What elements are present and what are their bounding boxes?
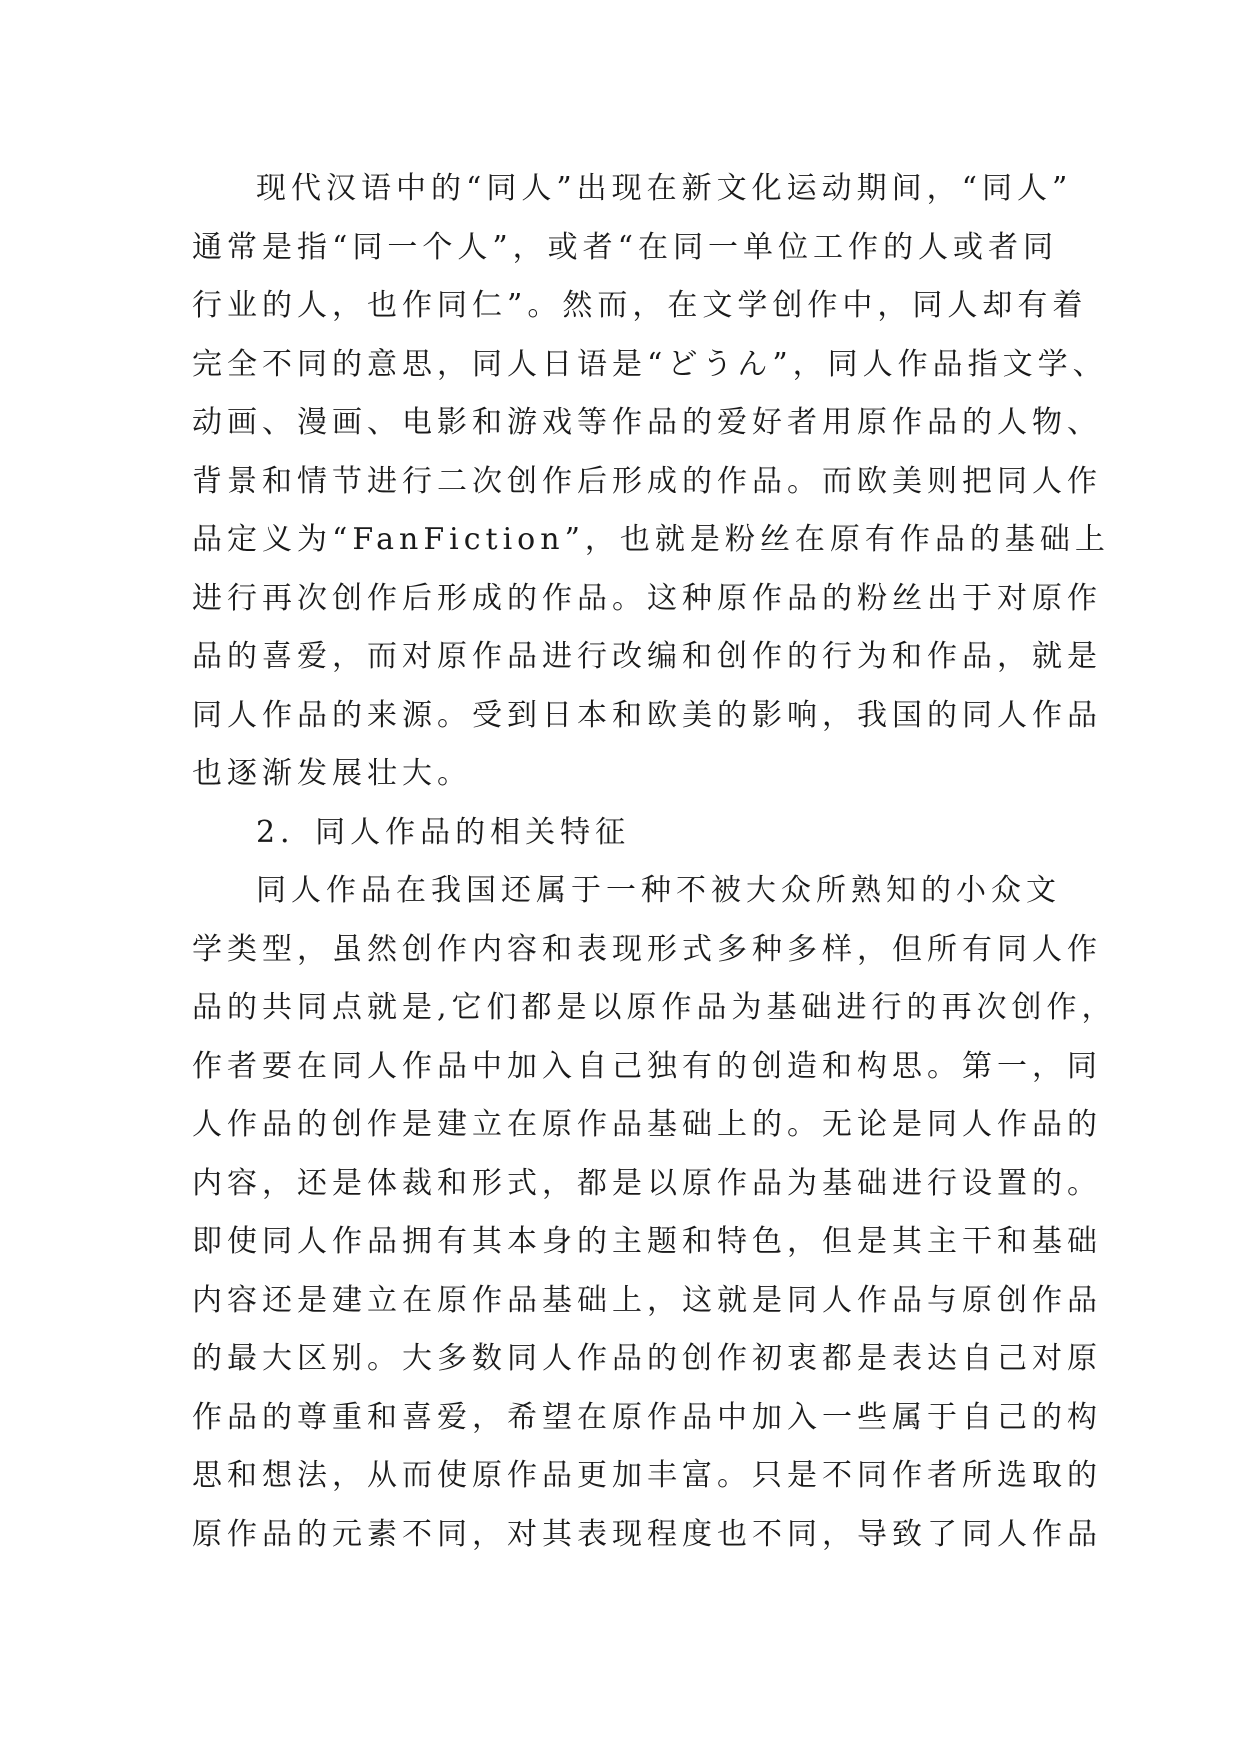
text-line: 品的共同点就是,它们都是以原作品为基础进行的再次创作， bbox=[192, 990, 1117, 1025]
text-line: 完全不同的意思，同人日语是“どうん”，同人作品指文学、 bbox=[192, 346, 1108, 382]
text-line: 动画、漫画、电影和游戏等作品的爱好者用原作品的人物、 bbox=[192, 405, 1102, 440]
section-heading: 2．同人作品的相关特征 bbox=[256, 814, 631, 850]
text-line: 内容还是建立在原作品基础上，这就是同人作品与原创作品 bbox=[192, 1282, 1102, 1318]
text-line: 也逐渐发展壮大。 bbox=[192, 756, 472, 791]
text-line: 思和想法，从而使原作品更加丰富。只是不同作者所选取的 bbox=[192, 1458, 1102, 1493]
text-line: 行业的人，也作同仁”。然而，在文学创作中，同人却有着 bbox=[192, 288, 1088, 323]
text-line: 同人作品的来源。受到日本和欧美的影响，我国的同人作品 bbox=[192, 697, 1102, 733]
body-text bbox=[192, 160, 1117, 1564]
text-line: 背景和情节进行二次创作后形成的作品。而欧美则把同人作 bbox=[192, 463, 1102, 499]
text-line: 学类型，虽然创作内容和表现形式多种多样，但所有同人作 bbox=[192, 931, 1102, 967]
text-line: 同人作品在我国还属于一种不被大众所熟知的小众文 bbox=[256, 873, 1061, 908]
text-line: 作者要在同人作品中加入自己独有的创造和构思。第一，同 bbox=[192, 1048, 1102, 1084]
text-line: 原作品的元素不同，对其表现程度也不同，导致了同人作品 bbox=[192, 1516, 1102, 1552]
text-line: 品的喜爱，而对原作品进行改编和创作的行为和作品，就是 bbox=[192, 639, 1102, 674]
text-line: 作品的尊重和喜爱，希望在原作品中加入一些属于自己的构 bbox=[192, 1399, 1102, 1435]
text-line: 人作品的创作是建立在原作品基础上的。无论是同人作品的 bbox=[192, 1107, 1102, 1142]
text-line: 的最大区别。大多数同人作品的创作初衷都是表达自己对原 bbox=[192, 1341, 1102, 1376]
text-line: 品定义为“FanFiction”，也就是粉丝在原有作品的基础上 bbox=[192, 522, 1110, 557]
text-line: 进行再次创作后形成的作品。这种原作品的粉丝出于对原作 bbox=[192, 580, 1102, 616]
text-line: 通常是指“同一个人”，或者“在同一单位工作的人或者同 bbox=[192, 229, 1059, 265]
text-line: 内容，还是体裁和形式，都是以原作品为基础进行设置的。 bbox=[192, 1165, 1102, 1201]
text-line: 即使同人作品拥有其本身的主题和特色，但是其主干和基础 bbox=[192, 1224, 1102, 1259]
text-line: 现代汉语中的“同人”出现在新文化运动期间，“同人” bbox=[256, 171, 1073, 206]
